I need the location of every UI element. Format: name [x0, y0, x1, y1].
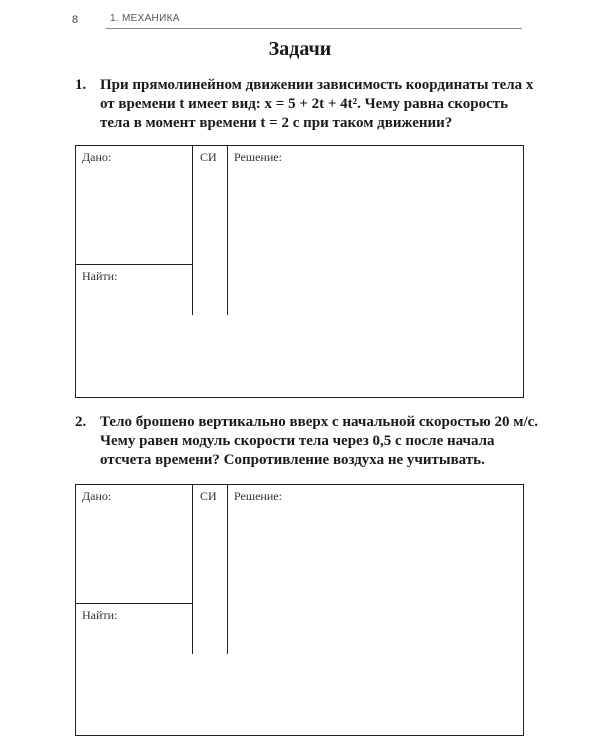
- solution-label: Решение:: [234, 150, 282, 164]
- answer-form-1: [75, 145, 524, 398]
- problem-2: [75, 413, 539, 470]
- find-section-divider: [76, 264, 192, 265]
- header-rule: [106, 28, 522, 29]
- problem-line: от времени t имеет вид: x = 5 + 2t + 4t². Чему равна скорость: [100, 96, 509, 112]
- problem-1: [75, 76, 534, 133]
- find-section-divider: [76, 603, 192, 604]
- given-label: Дано:: [82, 489, 112, 503]
- problem-line: При прямолинейном движении зависимость координаты тела x: [100, 77, 534, 93]
- given-label: Дано:: [82, 150, 112, 164]
- si-column-divider: [227, 146, 228, 315]
- si-label: СИ: [200, 150, 217, 164]
- problem-text: [100, 413, 539, 470]
- problem-number: 2.: [75, 414, 87, 430]
- find-label: Найти:: [82, 269, 118, 283]
- problem-line: Тело брошено вертикально вверх с начальной скоростью 20 м/с.: [100, 414, 539, 430]
- problem-line: Чему равен модуль скорости тела через 0,5 с после начала: [100, 433, 495, 449]
- si-column-divider: [227, 485, 228, 654]
- page-title: Задачи: [268, 38, 332, 60]
- running-head-section: 1. МЕХАНИКА: [110, 13, 180, 24]
- given-column-divider: [192, 485, 193, 654]
- problem-number: 1.: [75, 77, 87, 93]
- problem-line: тела в момент времени t = 2 с при таком движении?: [100, 115, 453, 131]
- answer-form-2: [75, 484, 524, 736]
- problem-line: отсчета времени? Сопротивление воздуха не учитывать.: [100, 452, 485, 468]
- find-label: Найти:: [82, 608, 118, 622]
- solution-label: Решение:: [234, 489, 282, 503]
- problem-text: [100, 76, 534, 133]
- page-number: 8: [72, 14, 79, 26]
- si-label: СИ: [200, 489, 217, 503]
- given-column-divider: [192, 146, 193, 315]
